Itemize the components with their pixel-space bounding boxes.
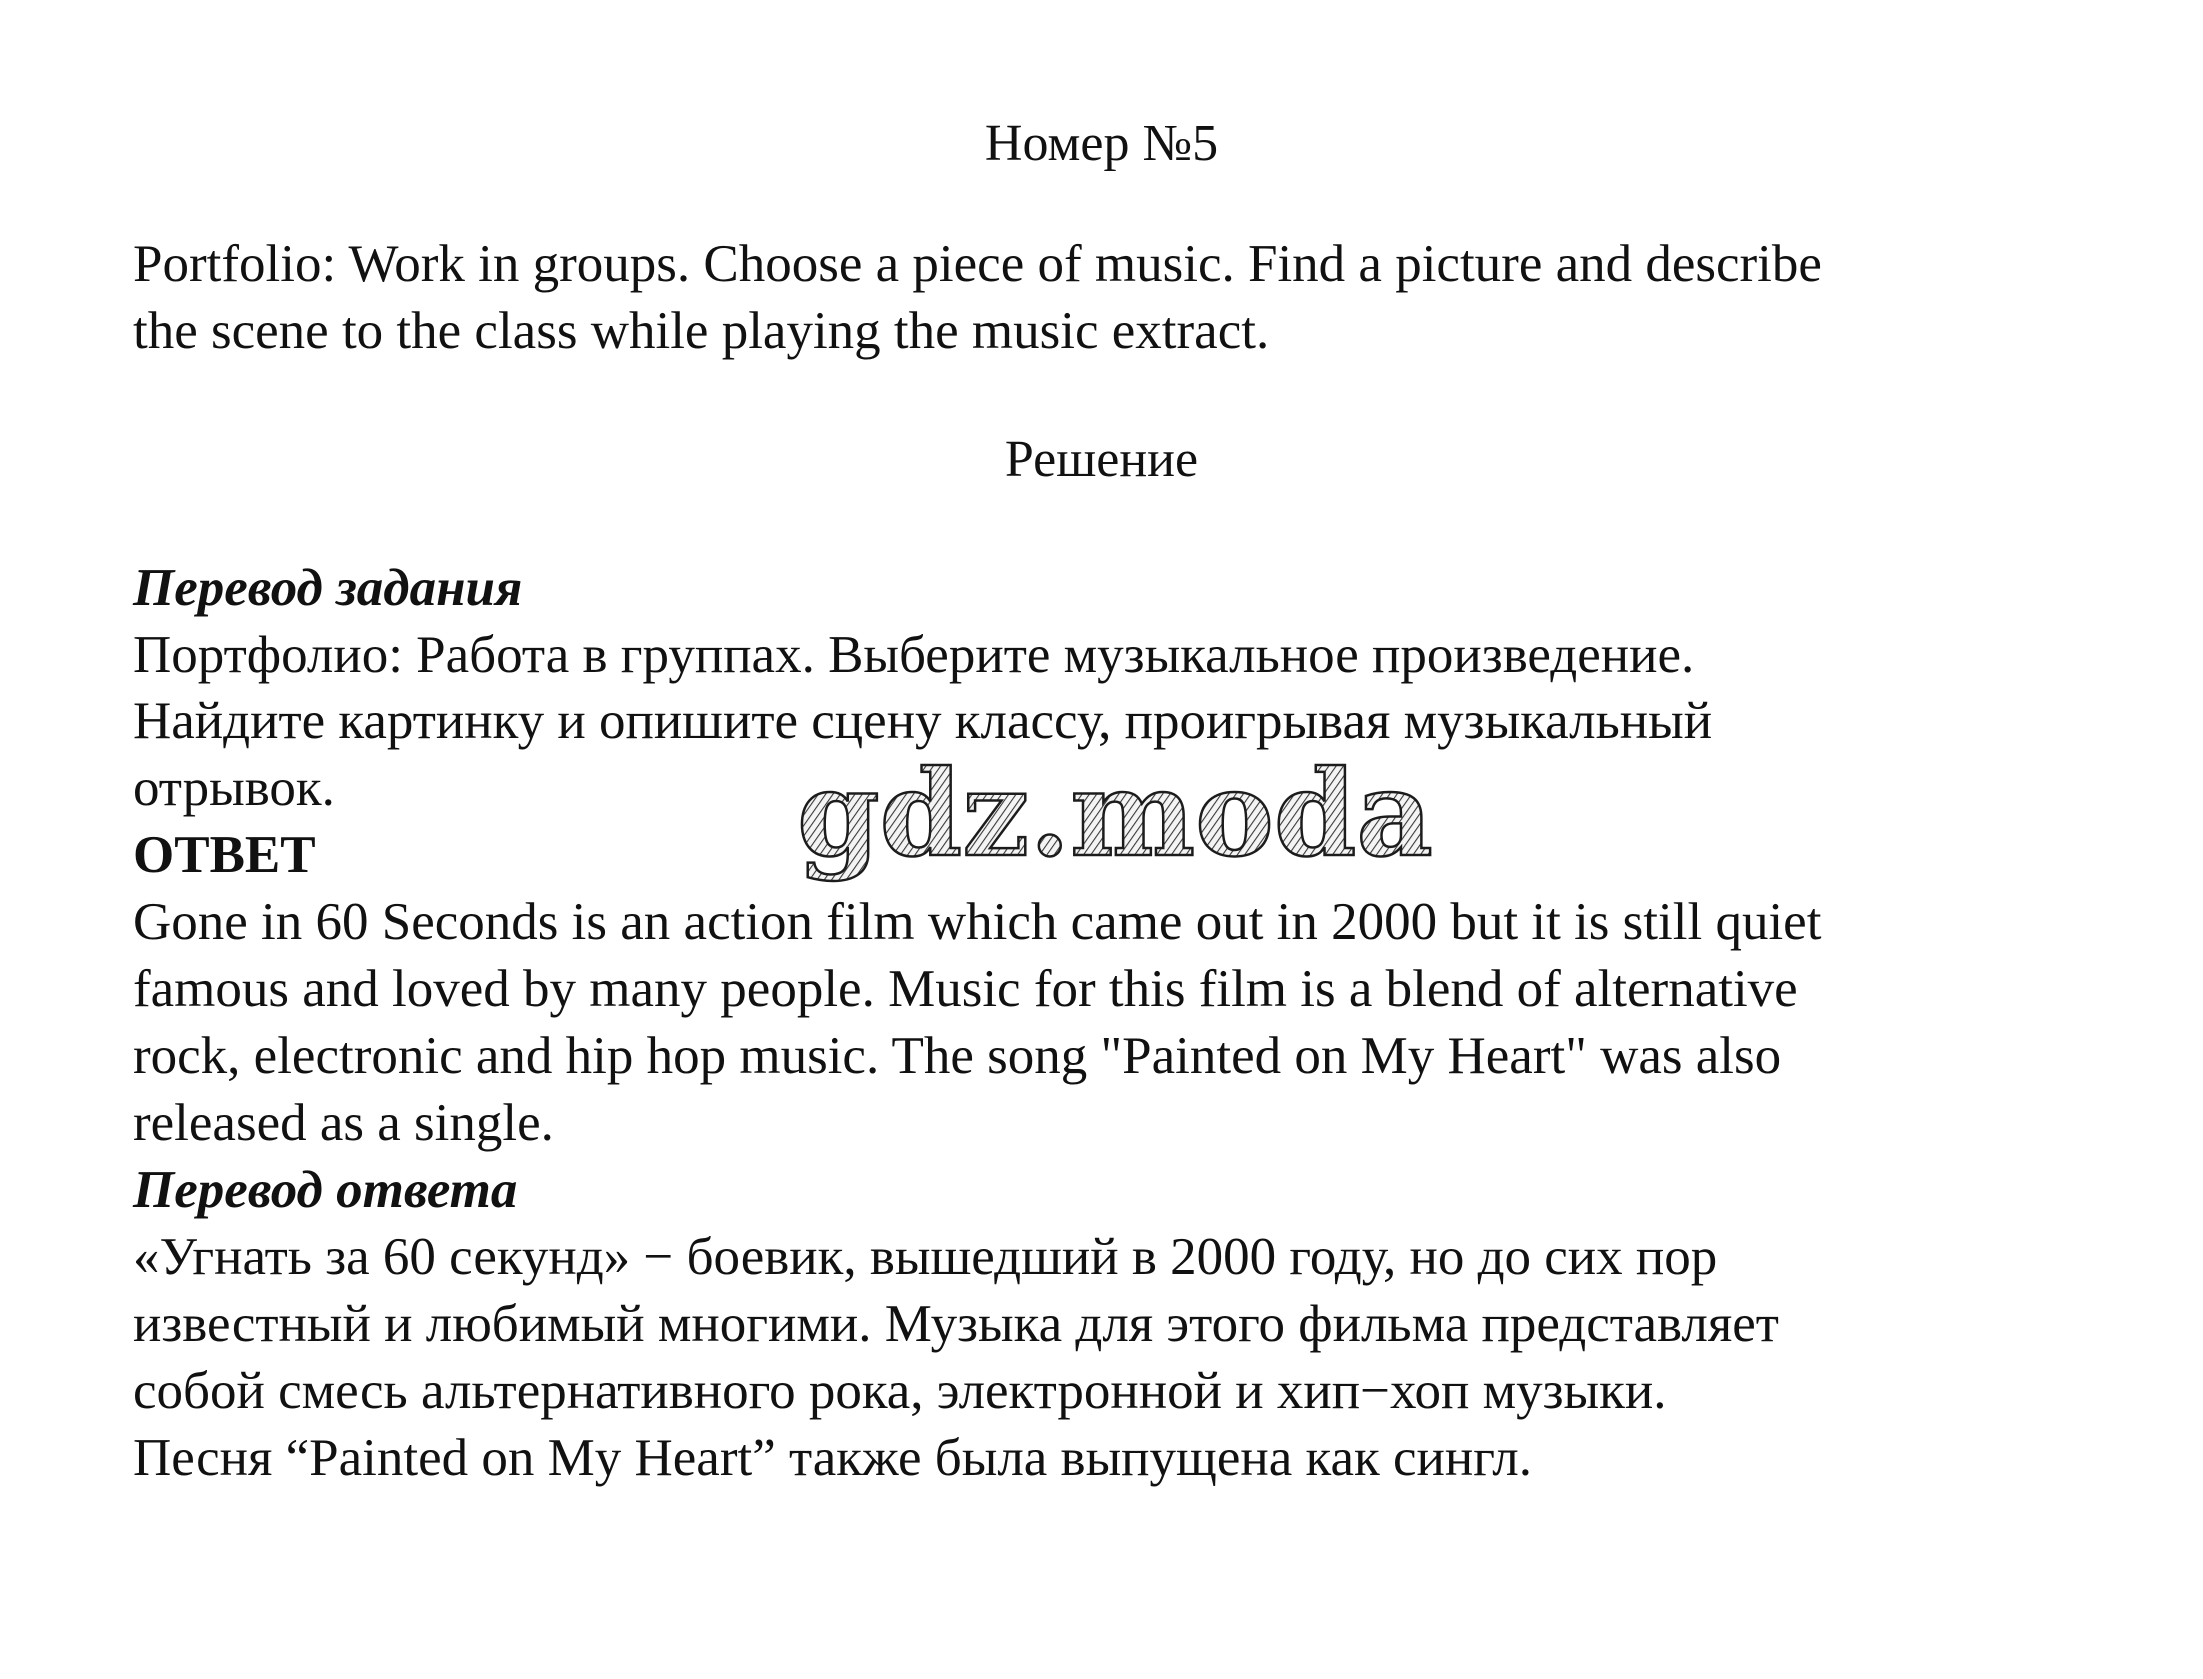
watermark-logo	[790, 750, 1440, 900]
answer-translation-line-3: собой смесь альтернативного рока, электронной и хип−хоп музыки.	[133, 1362, 1667, 1420]
task-translation-heading: Перевод задания	[133, 559, 523, 617]
answer-translation-line-1: «Угнать за 60 секунд» − боевик, вышедший в 2000 году, но до сих пор	[133, 1228, 1718, 1286]
task-line-2: the scene to the class while playing the music extract.	[133, 302, 1270, 360]
answer-line-3: rock, electronic and hip hop music. The song "Painted on My Heart" was also	[133, 1027, 1782, 1085]
watermark-text: gdz.moda	[797, 750, 1433, 883]
answer-heading: ОТВЕТ	[133, 826, 316, 884]
answer-translation-heading: Перевод ответа	[133, 1161, 518, 1219]
answer-line-2: famous and loved by many people. Music for this film is a blend of alternative	[133, 960, 1798, 1018]
task-translation-line-2: Найдите картинку и опишите сцену классу, проигрывая музыкальный	[133, 692, 1713, 750]
answer-line-1: Gone in 60 Seconds is an action film which came out in 2000 but it is still quiet	[133, 893, 1822, 951]
task-translation-line-3: отрывок.	[133, 759, 335, 817]
number-title: Номер №5	[984, 115, 1219, 172]
answer-translation-line-4: Песня “Painted on My Heart” также была выпущена как сингл.	[133, 1429, 1532, 1487]
answer-line-4: released as a single.	[133, 1094, 554, 1152]
answer-translation-line-2: известный и любимый многими. Музыка для этого фильма представляет	[133, 1295, 1779, 1353]
task-line-1: Portfolio: Work in groups. Choose a piece of music. Find a picture and describe	[133, 235, 1822, 293]
solution-title: Решение	[1004, 431, 1199, 488]
task-translation-line-1: Портфолио: Работа в группах. Выберите музыкальное произведение.	[133, 626, 1695, 684]
